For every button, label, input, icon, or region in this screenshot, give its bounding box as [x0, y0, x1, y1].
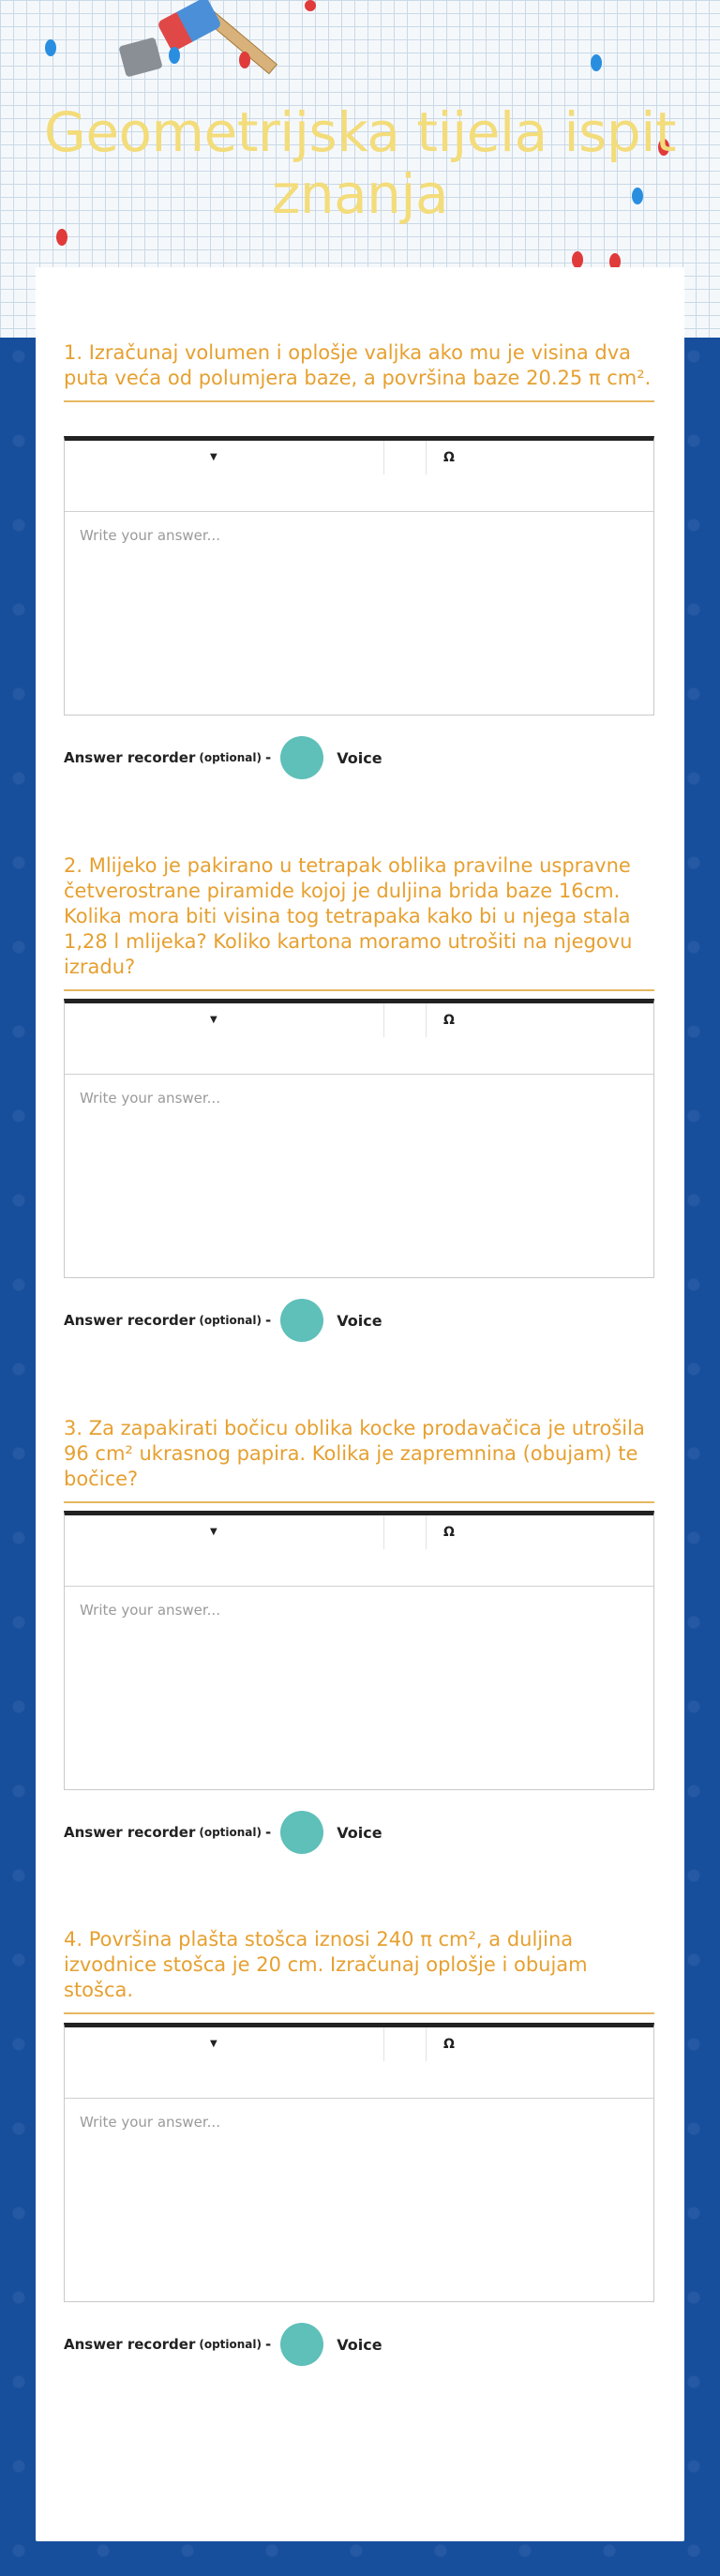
recorder-dash: - [265, 1312, 272, 1329]
toolbar-separator [383, 1003, 384, 1037]
eraser-decoration [157, 0, 222, 53]
recorder-dash: - [265, 1824, 272, 1841]
toolbar-separator [383, 2027, 384, 2061]
record-voice-button[interactable] [280, 1299, 323, 1342]
special-characters-button[interactable]: Ω [443, 1525, 455, 1540]
divider [64, 2012, 654, 2014]
toolbar-separator [383, 441, 384, 475]
recorder-optional-label: (optional) [199, 1826, 262, 1839]
question-text: 1. Izračunaj volumen i oplošje valjka ako mu je visina dva puta veća od polumjera baze, a površina baze 20.25 π cm². [64, 341, 652, 389]
answer-input[interactable]: Write your answer... [80, 2114, 220, 2131]
caret-down-icon[interactable]: ▼ [210, 1527, 218, 1537]
answer-editor [64, 436, 654, 716]
question-2 [64, 853, 654, 991]
question-1 [64, 340, 654, 402]
dot-decoration [305, 0, 316, 11]
recorder-label: Answer recorder [64, 749, 196, 766]
record-voice-button[interactable] [280, 2323, 323, 2366]
sharpener-decoration [118, 37, 162, 77]
recorder-label: Answer recorder [64, 1312, 196, 1329]
answer-input[interactable]: Write your answer... [80, 1090, 220, 1107]
editor-toolbar [65, 1515, 653, 1587]
recorder-optional-label: (optional) [199, 751, 262, 764]
caret-down-icon[interactable]: ▼ [210, 452, 218, 462]
dot-decoration [169, 47, 180, 64]
answer-recorder [64, 1299, 382, 1342]
dot-decoration [572, 251, 583, 268]
editor-toolbar [65, 2027, 653, 2099]
answer-editor [64, 1511, 654, 1790]
recorder-label: Answer recorder [64, 2336, 196, 2353]
answer-recorder [64, 1811, 382, 1854]
toolbar-separator [426, 2027, 427, 2061]
divider [64, 989, 654, 991]
question-4 [64, 1927, 654, 2014]
divider [64, 1501, 654, 1503]
question-text: 2. Mlijeko je pakirano u tetrapak oblika pravilne uspravne četverostrane piramide kojoj je duljina brida baze 16cm. Kolika mora biti visina tog tetrapaka kako bi u njega stala 1,28 l mlijeka? Koliko kartona moramo utrošiti na njegovu izradu? [64, 854, 633, 978]
voice-label: Voice [337, 1311, 382, 1330]
record-voice-button[interactable] [280, 1811, 323, 1854]
recorder-optional-label: (optional) [199, 1314, 262, 1327]
question-text: 3. Za zapakirati bočicu oblika kocke prodavačica je utrošila 96 cm² ukrasnog papira. Kolika je zapremnina (obujam) te bočice? [64, 1417, 645, 1490]
answer-editor [64, 2023, 654, 2302]
recorder-optional-label: (optional) [199, 2338, 262, 2351]
question-3 [64, 1416, 654, 1503]
recorder-label: Answer recorder [64, 1824, 196, 1841]
worksheet-card [36, 267, 684, 2541]
editor-toolbar [65, 441, 653, 512]
voice-label: Voice [337, 2335, 382, 2354]
answer-input[interactable]: Write your answer... [80, 527, 220, 544]
toolbar-separator [426, 441, 427, 475]
toolbar-separator [426, 1515, 427, 1549]
page-title: Geometrijska tijela ispit znanja [43, 100, 677, 226]
dot-decoration [56, 229, 68, 246]
special-characters-button[interactable]: Ω [443, 2037, 455, 2052]
record-voice-button[interactable] [280, 736, 323, 779]
dot-decoration [591, 54, 602, 71]
recorder-dash: - [265, 2336, 272, 2353]
toolbar-separator [426, 1003, 427, 1037]
dot-decoration [239, 52, 250, 68]
caret-down-icon[interactable]: ▼ [210, 1015, 218, 1025]
question-text: 4. Površina plašta stošca iznosi 240 π cm², a duljina izvodnice stošca je 20 cm. Izračunaj oplošje i obujam stošca. [64, 1928, 588, 2001]
caret-down-icon[interactable]: ▼ [210, 2039, 218, 2049]
answer-recorder [64, 736, 382, 779]
divider [64, 400, 654, 402]
special-characters-button[interactable]: Ω [443, 1013, 455, 1028]
answer-input[interactable]: Write your answer... [80, 1602, 220, 1619]
dot-decoration [45, 39, 56, 56]
editor-toolbar [65, 1003, 653, 1075]
voice-label: Voice [337, 748, 382, 767]
answer-editor [64, 999, 654, 1278]
recorder-dash: - [265, 749, 272, 766]
answer-recorder [64, 2323, 382, 2366]
toolbar-separator [383, 1515, 384, 1549]
voice-label: Voice [337, 1823, 382, 1842]
special-characters-button[interactable]: Ω [443, 450, 455, 465]
